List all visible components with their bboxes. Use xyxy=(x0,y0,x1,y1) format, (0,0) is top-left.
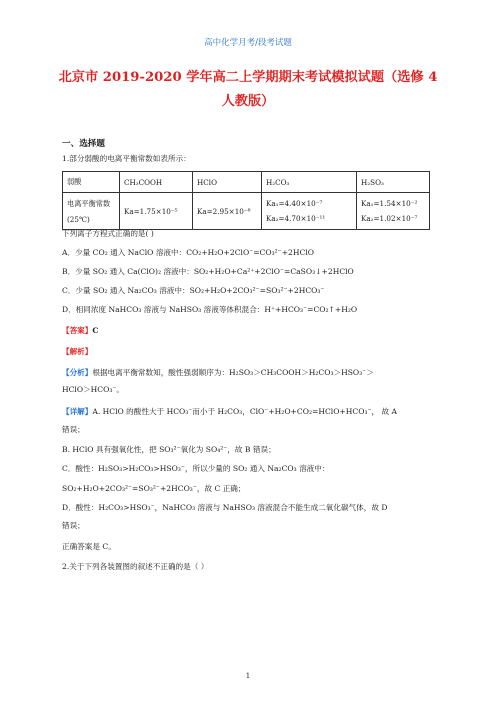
explanation-c-line-2: SO₂+H₂O+2CO₃²⁻=SO₃²⁻+2HCO₃⁻，故 C 正确； xyxy=(62,484,246,493)
option-b: B．少量 SO₂ 通入 Ca(ClO)₂ 溶液中：SO₂+H₂O+Ca²⁺+2ClO⁻=CaSO₃↓+2HClO xyxy=(62,267,354,276)
section-heading: 一、选择题 xyxy=(62,139,105,149)
explanation-d-line-2: 错误； xyxy=(62,521,85,530)
table-header-cell: H₂CO₃ xyxy=(262,172,357,193)
question-1-prompt: 下列离子方程式正确的是( ) xyxy=(62,229,154,238)
answer-value: C xyxy=(92,326,99,335)
table-header-cell: H₂SO₃ xyxy=(357,172,430,193)
xiangjie-label: 【详解】 xyxy=(62,407,93,416)
table-cell-line: Ka₂=1.02×10⁻⁷ xyxy=(361,214,418,223)
table-cell: Ka=1.75×10⁻⁵ xyxy=(120,193,193,230)
analysis-label: 【解析】 xyxy=(62,347,93,356)
row-label-line-2: (25℃) xyxy=(67,214,90,224)
ionization-constant-table xyxy=(62,171,430,230)
exam-title-line-2: 人教版） xyxy=(221,94,275,109)
explanation-c-line-1: C．酸性：H₂SO₃>H₂CO₃>HSO₃⁻，所以少量的 SO₂ 通入 Na₂CO₃ 溶液中： xyxy=(62,464,330,473)
table-cell xyxy=(357,193,430,230)
xiangjie-line-2: 错误； xyxy=(62,425,85,434)
page-header: 高中化学月考/段考试题 xyxy=(204,38,292,48)
option-c: C．少量 SO₂ 通入 Na₂CO₃ 溶液中：SO₂+H₂O+2CO₃²⁻=SO₃²⁻+2HCO₃⁻ xyxy=(62,286,325,295)
table-cell xyxy=(262,193,357,230)
xiangjie-text: A. HClO 的酸性大于 HCO₃⁻而小于 H₂CO₃，ClO⁻+H₂O+CO₂=HClO+HCO₃⁻， 故 A xyxy=(92,407,398,416)
question-1-stem: 1.部分弱酸的电离平衡常数如表所示： xyxy=(62,154,191,163)
row-label-line-1: 电离平衡常数 xyxy=(67,198,111,208)
table-cell-line: Ka₁=1.54×10⁻² xyxy=(361,199,418,208)
fenxi-line-1 xyxy=(62,367,374,378)
answer-line xyxy=(62,325,98,336)
xiangjie-line-1 xyxy=(62,406,397,417)
table-cell-line: Ka₁=4.40×10⁻⁷ xyxy=(266,199,323,208)
table-header-cell: HClO xyxy=(193,172,262,193)
option-d: D．相同浓度 NaHCO₃ 溶液与 NaHSO₃ 溶液等体积混合：H⁺+HCO₃⁻=CO₂↑+H₂O xyxy=(62,305,358,314)
table-row xyxy=(63,193,430,230)
fenxi-line-2: HClO＞HCO₃⁻。 xyxy=(62,385,124,394)
conclusion: 正确答案是 C。 xyxy=(62,542,116,551)
table-header-row xyxy=(63,172,430,193)
fenxi-text: 根据电离平衡常数知，酸性强弱顺序为：H₂SO₃＞CH₃COOH＞H₂CO₃＞HSO₃⁻＞ xyxy=(92,368,374,377)
fenxi-label: 【分析】 xyxy=(62,368,93,377)
table-header-cell: CH₃COOH xyxy=(120,172,193,193)
table-header-cell: 弱酸 xyxy=(63,172,120,193)
option-a: A．少量 CO₂ 通入 NaClO 溶液中：CO₂+H₂O+2ClO⁻=CO₃²⁻+2HClO xyxy=(62,248,314,257)
answer-label: 【答案】 xyxy=(62,326,93,335)
exam-title-line-1: 北京市 2019-2020 学年高二上学期期末考试模拟试题（选修 4 xyxy=(58,70,438,85)
question-2-stem: 2.关于下列各装置图的叙述不正确的是（ ） xyxy=(62,562,209,571)
explanation-b: B. HClO 具有强氧化性，把 SO₃²⁻氧化为 SO₄²⁻，故 B 错误； xyxy=(62,445,276,454)
page-number: 1 xyxy=(245,672,251,680)
table-cell-line: Ka₂=4.70×10⁻¹¹ xyxy=(266,214,326,223)
table-cell: Ka=2.95×10⁻⁸ xyxy=(193,193,262,230)
table-row-label xyxy=(63,193,120,230)
explanation-d-line-1: D．酸性：H₂CO₃>HSO₃⁻，NaHCO₃ 溶液与 NaHSO₃ 溶液混合不能生成二氧化碳气体，故 D xyxy=(62,503,388,512)
